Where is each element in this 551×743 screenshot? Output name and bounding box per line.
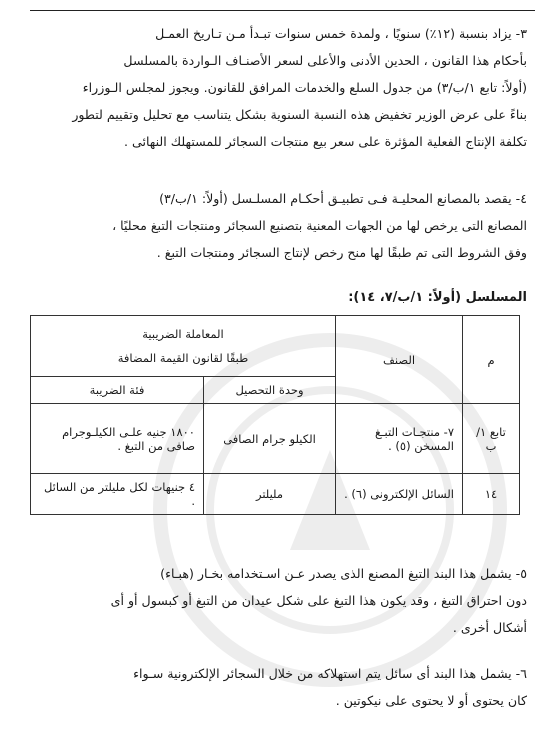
tax-schedule-table (30, 315, 520, 515)
paragraph-5 (19, 560, 527, 641)
header-collection-unit: وحدة التحصيل (204, 377, 336, 404)
header-category: الصنف (336, 316, 463, 404)
paragraph-line: ٦- يشمل هذا البند أى سائل يتم استهلاكه من خلال السجائر الإلكترونية سـواء (133, 666, 527, 681)
paragraph-line: وفق الشروط التى تم طبقًا لها منح رخص لإنتاج السجائر ومنتجات التبغ . (156, 245, 527, 260)
paragraph-line: أشكال أخرى . (452, 620, 527, 635)
row-unit: الكيلو جرام الصافى (204, 404, 336, 474)
paragraph-line: بأحكام هذا القانون ، الحدين الأدنى والأعلى لسعر الأصنـاف الـواردة بالمسلسل (123, 53, 527, 68)
paragraph-line: ٣- يزاد بنسبة (١٢٪) سنويًا ، ولمدة خمس سنوات تبـدأ مـن تـاريخ العمـل (155, 26, 527, 41)
paragraph-line: ٤- يقصد بالمصانع المحليـة فـى تطبيـق أحكـام المسلـسل (أولاً: ١/ب/٣) (159, 191, 527, 206)
header-tax-rate: فئة الضريبة (31, 377, 204, 404)
paragraph-line: (أولاً: تابع ١/ب/٣) من جدول السلع والخدمات المرافق للقانون. ويجوز لمجلس الـوزراء (82, 80, 527, 95)
paragraph-line: كان يحتوى أو لا يحتوى على نيكوتين . (335, 693, 527, 708)
row-category: السائل الإلكترونى (٦) . (336, 474, 463, 515)
paragraph-4 (19, 185, 527, 266)
paragraph-line: دون احتراق التبغ ، وقد يكون هذا التبغ على شكل عيدان من التبغ أو كبسول أو أى (110, 593, 527, 608)
row-rate: ٤ جنيهات لكل مليلتر من السائل . (31, 474, 204, 515)
paragraph-line: ٥- يشمل هذا البند التبغ المصنع الذى يصدر عـن اسـتخدامه بخـار (هبـاء) (160, 566, 527, 581)
header-tax-treatment-line2: طبقًا لقانون القيمة المضافة (117, 351, 249, 365)
table-row (31, 404, 520, 474)
row-num: تابع ١/ب (463, 404, 520, 474)
row-unit: مليلتر (204, 474, 336, 515)
schedule-title: المسلسل (أولاً: ١/ب/٧، ١٤): (348, 290, 527, 305)
header-num: م (463, 316, 520, 404)
paragraph-line: المصانع التى يرخص لها من الجهات المعنية بتصنيع السجائر ومنتجات التبغ محليًا ، (112, 218, 527, 233)
header-tax-treatment-line1: المعاملة الضريبية (142, 327, 224, 341)
row-num: ١٤ (463, 474, 520, 515)
paragraph-3 (19, 20, 527, 155)
table-row (31, 474, 520, 515)
top-rule (30, 10, 535, 11)
paragraph-line: بناءً على عرض الوزير تخفيض هذه النسبة السنوية بشكل يتناسب مع تحليل وتقييم لتطور (72, 107, 527, 122)
row-category: ٧- منتجـات التبـغ المسخن (٥) . (336, 404, 463, 474)
table-header-row (31, 316, 520, 377)
paragraph-line: تكلفة الإنتاج الفعلية المؤثرة على سعر بيع منتجات السجائر للمستهلك النهائى . (123, 134, 527, 149)
row-rate: ١٨٠٠ جنيه علـى الكيلـوجرام صافى من التبغ . (31, 404, 204, 474)
paragraph-6 (19, 660, 527, 714)
header-tax-treatment (31, 316, 336, 377)
